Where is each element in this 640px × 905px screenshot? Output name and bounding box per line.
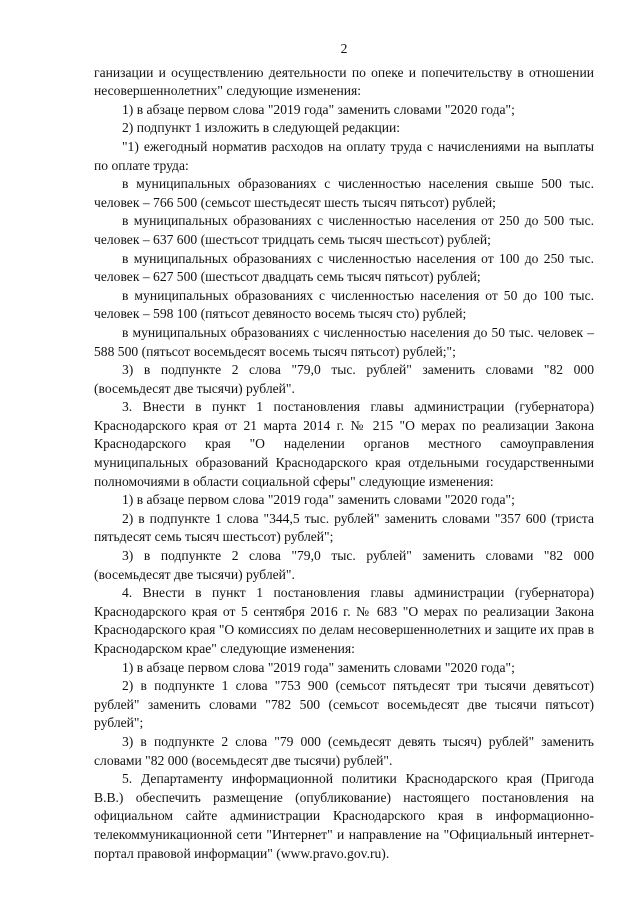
paragraph-item: 2) в подпункте 1 слова "344,5 тыс. рублей" заменить словами "357 600 (триста пятьдесят семь тысяч шестьсот) рублей"; xyxy=(94,510,594,545)
paragraph-item: 1) в абзаце первом слова "2019 года" заменить словами "2020 года"; xyxy=(122,659,515,675)
paragraph-item: в муниципальных образованиях с численностью населения до 50 тыс. человек – 588 500 (пятьсот восемьдесят восемь тысяч пятьсот) рублей;"; xyxy=(94,324,594,359)
paragraph-item: 3) в подпункте 2 слова "79,0 тыс. рублей" заменить словами "82 000 (восемьдесят две тысячи) рублей". xyxy=(94,362,594,396)
paragraph-continuation: ганизации и осуществлению деятельности по опеке и попечительству в отношении несовершеннолетних" следующие изменения: xyxy=(94,64,594,99)
paragraph-item: в муниципальных образованиях с численностью населения свыше 500 тыс. человек – 766 500 (семьсот шестьдесят шесть тысяч пятьсот) рублей; xyxy=(94,176,594,210)
paragraph-item: 2) в подпункте 1 слова "753 900 (семьсот пятьдесят три тысячи девятьсот) рублей" заменить словами "782 500 (семьсот восемьдесят две тысячи пятьсот) рублей"; xyxy=(94,678,594,731)
paragraph-item: 2) подпункт 1 изложить в следующей редакции: xyxy=(122,120,401,136)
paragraph-item: 1) в абзаце первом слова "2019 года" заменить словами "2020 года"; xyxy=(122,101,515,117)
paragraph-item: 1) в абзаце первом слова "2019 года" заменить словами "2020 года"; xyxy=(122,492,515,508)
paragraph-section-3: 3. Внести в пункт 1 постановления главы администрации (губернатора) Краснодарского края от 21 марта 2014 г. № 215 "О мерах по реализации Закона Краснодарского края "О наделении органов местного самоуправления муниципальных образований Краснодарского края отдельными государственными полномочиями в области социальной сферы" следующие изменения: xyxy=(94,399,594,489)
page-number: 2 xyxy=(340,41,348,56)
paragraph-item: в муниципальных образованиях с численностью населения от 250 до 500 тыс. человек – 637 600 (шестьсот тридцать семь тысяч шестьсот) рублей; xyxy=(94,213,594,247)
paragraph-section-4: 4. Внести в пункт 1 постановления главы администрации (губернатора) Краснодарского края от 5 сентября 2016 г. № 683 "О мерах по реализации Закона Краснодарского края "О комиссиях по делам несовершеннолетних и защите их прав в Краснодарском крае" следующие изменения: xyxy=(94,585,594,656)
paragraph-item: в муниципальных образованиях с численностью населения от 50 до 100 тыс. человек – 598 100 (пятьсот девяносто восемь тысяч сто) рублей; xyxy=(94,287,594,322)
paragraph-item: 3) в подпункте 2 слова "79 000 (семьдесят девять тысяч) рублей" заменить словами "82 000 (восемьдесят две тысячи) рублей". xyxy=(94,733,594,768)
paragraph-item: 3) в подпункте 2 слова "79,0 тыс. рублей" заменить словами "82 000 (восемьдесят две тысячи) рублей". xyxy=(94,548,594,582)
paragraph-section-5: 5. Департаменту информационной политики Краснодарского края (Пригода В.В.) обеспечить размещение (опубликование) настоящего постановления на официальном сайте администрации Краснодарского края в информационно-телекоммуникационной сети "Интернет" и направление на "Официальный интернет-портал правовой информации" (www.pravo.gov.ru). xyxy=(94,771,594,861)
paragraph-item: "1) ежегодный норматив расходов на оплату труда с начислениями на выплаты по оплате труда: xyxy=(94,138,594,173)
paragraph-item: в муниципальных образованиях с численностью населения от 100 до 250 тыс. человек – 627 500 (шестьсот двадцать семь тысяч пятьсот) рублей; xyxy=(94,250,594,285)
